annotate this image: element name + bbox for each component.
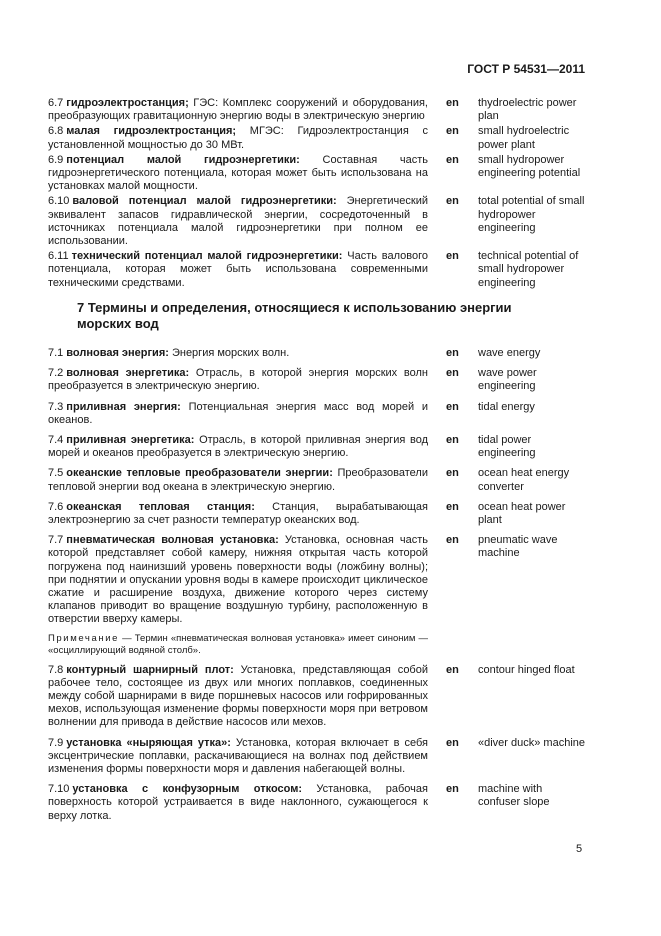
- language-code: en: [446, 347, 459, 359]
- note: [48, 633, 428, 657]
- section-7-entries: [48, 347, 585, 823]
- english-equivalent: thydroelectric power plan: [478, 97, 577, 123]
- term-entry-6-10: [48, 195, 585, 248]
- note-label: Примечание: [48, 632, 119, 644]
- english-equivalent: technical potential of small hydropower engineering: [478, 250, 579, 289]
- term-entry-6-7: [48, 97, 585, 123]
- term-number: 6.9: [48, 153, 64, 166]
- term-definition: Установка, представляющая собой рабочее тело, состоящее из двух или многих поплавков, соединенных между собой шарнирами в виде поршневых насосов или гофрированных мехов, использующая изменение формы поверхности моря при ветровом волнении для привода в действие насосов или мехов.: [48, 663, 428, 729]
- language-code: en: [446, 434, 459, 447]
- term-definition: Установка, рабочая поверхность которой устраивается в виде наклонного, сужающегося к верху лотка.: [48, 783, 428, 822]
- note-text: — Термин «пневматическая волновая установка» имеет синоним — «осциллирующий водяной столб».: [48, 632, 428, 656]
- english-equivalent: small hydropower engineering potential: [478, 153, 581, 180]
- term-definition: Преобразователи тепловой энергии вод океана в электрическую энергию.: [48, 467, 428, 493]
- term-number: 7.1: [48, 347, 64, 359]
- english-equivalent: «diver duck» machine: [478, 736, 586, 749]
- term-number: 7.10: [48, 783, 70, 796]
- term-number: 7.8: [48, 663, 64, 676]
- language-code: en: [446, 97, 459, 109]
- english-equivalent: tidal energy: [478, 400, 535, 413]
- term-entry-7-5: [48, 467, 585, 493]
- term-definition: Станция, вырабатывающая электроэнергию за счет разности температур океанских вод.: [48, 500, 428, 527]
- term-name: волновая энергия:: [66, 347, 169, 359]
- term-name: океанские тепловые преобразователи энергии:: [66, 467, 333, 480]
- term-entry-7-6: [48, 501, 585, 527]
- language-code: en: [446, 736, 459, 749]
- page-number: 5: [576, 843, 583, 855]
- term-number: 7.9: [48, 736, 64, 749]
- language-code: en: [446, 153, 459, 166]
- language-code: en: [446, 534, 459, 547]
- term-number: 6.11: [48, 250, 69, 263]
- language-code: en: [446, 783, 459, 796]
- english-equivalent: ocean heat energy converter: [478, 467, 570, 493]
- term-definition: Энергия морских волн.: [168, 347, 290, 359]
- term-entry-7-7: [48, 534, 585, 656]
- english-equivalent: total potential of small hydropower engineering: [478, 195, 585, 234]
- term-definition: Отрасль, в которой энергия морских волн преобразуется в электрическую энергию.: [48, 367, 428, 393]
- term-number: 7.4: [48, 434, 64, 447]
- term-name: валовой потенциал малой гидроэнергетики:: [72, 195, 337, 208]
- term-definition: МГЭС: Гидроэлектростанция с установленной мощностью до 30 МВт.: [48, 125, 428, 151]
- term-name: приливная энергетика:: [66, 434, 195, 447]
- term-entry-7-3: [48, 401, 585, 427]
- english-equivalent: contour hinged float: [478, 663, 575, 676]
- term-name: приливная энергия:: [66, 400, 181, 413]
- term-name: пневматическая волновая установка:: [66, 534, 279, 547]
- term-definition: Установка, которая включает в себя эксцентрические поплавки, раскачивающиеся на волнах под действием изменения формы поверхности моря и давления набегающей волны.: [48, 736, 428, 776]
- term-entry-6-11: [48, 250, 585, 290]
- term-definition: Потенциальная энергия масс вод морей и океанов.: [48, 400, 428, 426]
- term-definition: Часть валового потенциала, которая может быть использована современными техническими средствами.: [48, 250, 428, 289]
- language-code: en: [446, 400, 459, 413]
- language-code: en: [446, 250, 459, 263]
- term-entry-6-8: [48, 125, 585, 151]
- term-name: контурный шарнирный плот:: [66, 663, 234, 676]
- term-entry-7-9: [48, 737, 585, 777]
- term-number: 7.5: [48, 467, 64, 480]
- language-code: en: [446, 195, 459, 208]
- term-entry-7-10: [48, 783, 585, 823]
- term-entry-7-1: [48, 347, 585, 360]
- document-id: ГОСТ Р 54531—2011: [467, 62, 585, 76]
- term-definition: ГЭС: Комплекс сооружений и оборудования, преобразующих гравитационную энергию воды в электрическую энергию: [48, 97, 428, 123]
- term-name: потенциал малой гидроэнергетики:: [66, 153, 300, 166]
- term-entry-6-9: [48, 154, 585, 194]
- term-number: 7.2: [48, 367, 64, 380]
- term-number: 6.8: [48, 125, 64, 138]
- section-7-heading: 7 Термины и определения, относящиеся к использованию энергии морских вод: [77, 300, 512, 331]
- term-number: 7.7: [48, 534, 64, 547]
- language-code: en: [446, 663, 459, 676]
- term-name: малая гидроэлектростанция;: [66, 125, 237, 138]
- term-number: 7.3: [48, 400, 64, 413]
- term-name: технический потенциал малой гидроэнергетики:: [71, 250, 343, 263]
- language-code: en: [446, 500, 459, 513]
- term-name: гидроэлектростанция;: [66, 97, 189, 109]
- term-name: волновая энергетика:: [66, 367, 190, 380]
- language-code: en: [446, 467, 459, 480]
- term-name: океанская тепловая станция:: [66, 500, 255, 513]
- term-definition: Составная часть гидроэнергетического потенциала, которая может быть использована на установках малой мощности.: [48, 153, 428, 193]
- english-equivalent: ocean heat power plant: [478, 500, 566, 527]
- english-equivalent: wave power engineering: [478, 367, 537, 393]
- language-code: en: [446, 125, 459, 138]
- language-code: en: [446, 367, 459, 380]
- english-equivalent: wave energy: [478, 347, 541, 359]
- term-entry-7-2: [48, 367, 585, 393]
- term-definition: Установка, основная часть которой представляет собой камеру, нижняя открытая часть которой погружена под наинизший уровень поверхности воды (ложбину волны); при поднятии и опускании уровня воды в камере происходит циклическое сжатие и расширение воздуха, движение которого через систему клапанов приводит во вращение воздушную турбину, расположенную в отверстии вверху камеры.: [48, 534, 429, 626]
- english-equivalent: tidal power engineering: [478, 434, 536, 460]
- term-entry-7-4: [48, 434, 585, 460]
- term-definition: Энергетический эквивалент запасов гидравлической энергии, сосредоточенный в источниках потенциала малой гидроэнергетики при полном ее использовании.: [48, 195, 428, 248]
- term-name: установка с конфузорным откосом:: [72, 783, 303, 796]
- term-entry-7-8: [48, 664, 585, 730]
- term-name: установка «ныряющая утка»:: [66, 736, 231, 749]
- english-equivalent: machine with confuser slope: [478, 783, 550, 809]
- term-number: 7.6: [48, 500, 64, 513]
- term-number: 6.7: [48, 97, 64, 109]
- english-equivalent: small hydroelectric power plant: [478, 125, 570, 151]
- term-definition: Отрасль, в которой приливная энергия вод морей и океанов преобразуется в электрическую энергию.: [48, 434, 429, 460]
- english-equivalent: pneumatic wave machine: [478, 534, 558, 560]
- term-number: 6.10: [48, 195, 70, 208]
- section-6-entries: [48, 97, 585, 290]
